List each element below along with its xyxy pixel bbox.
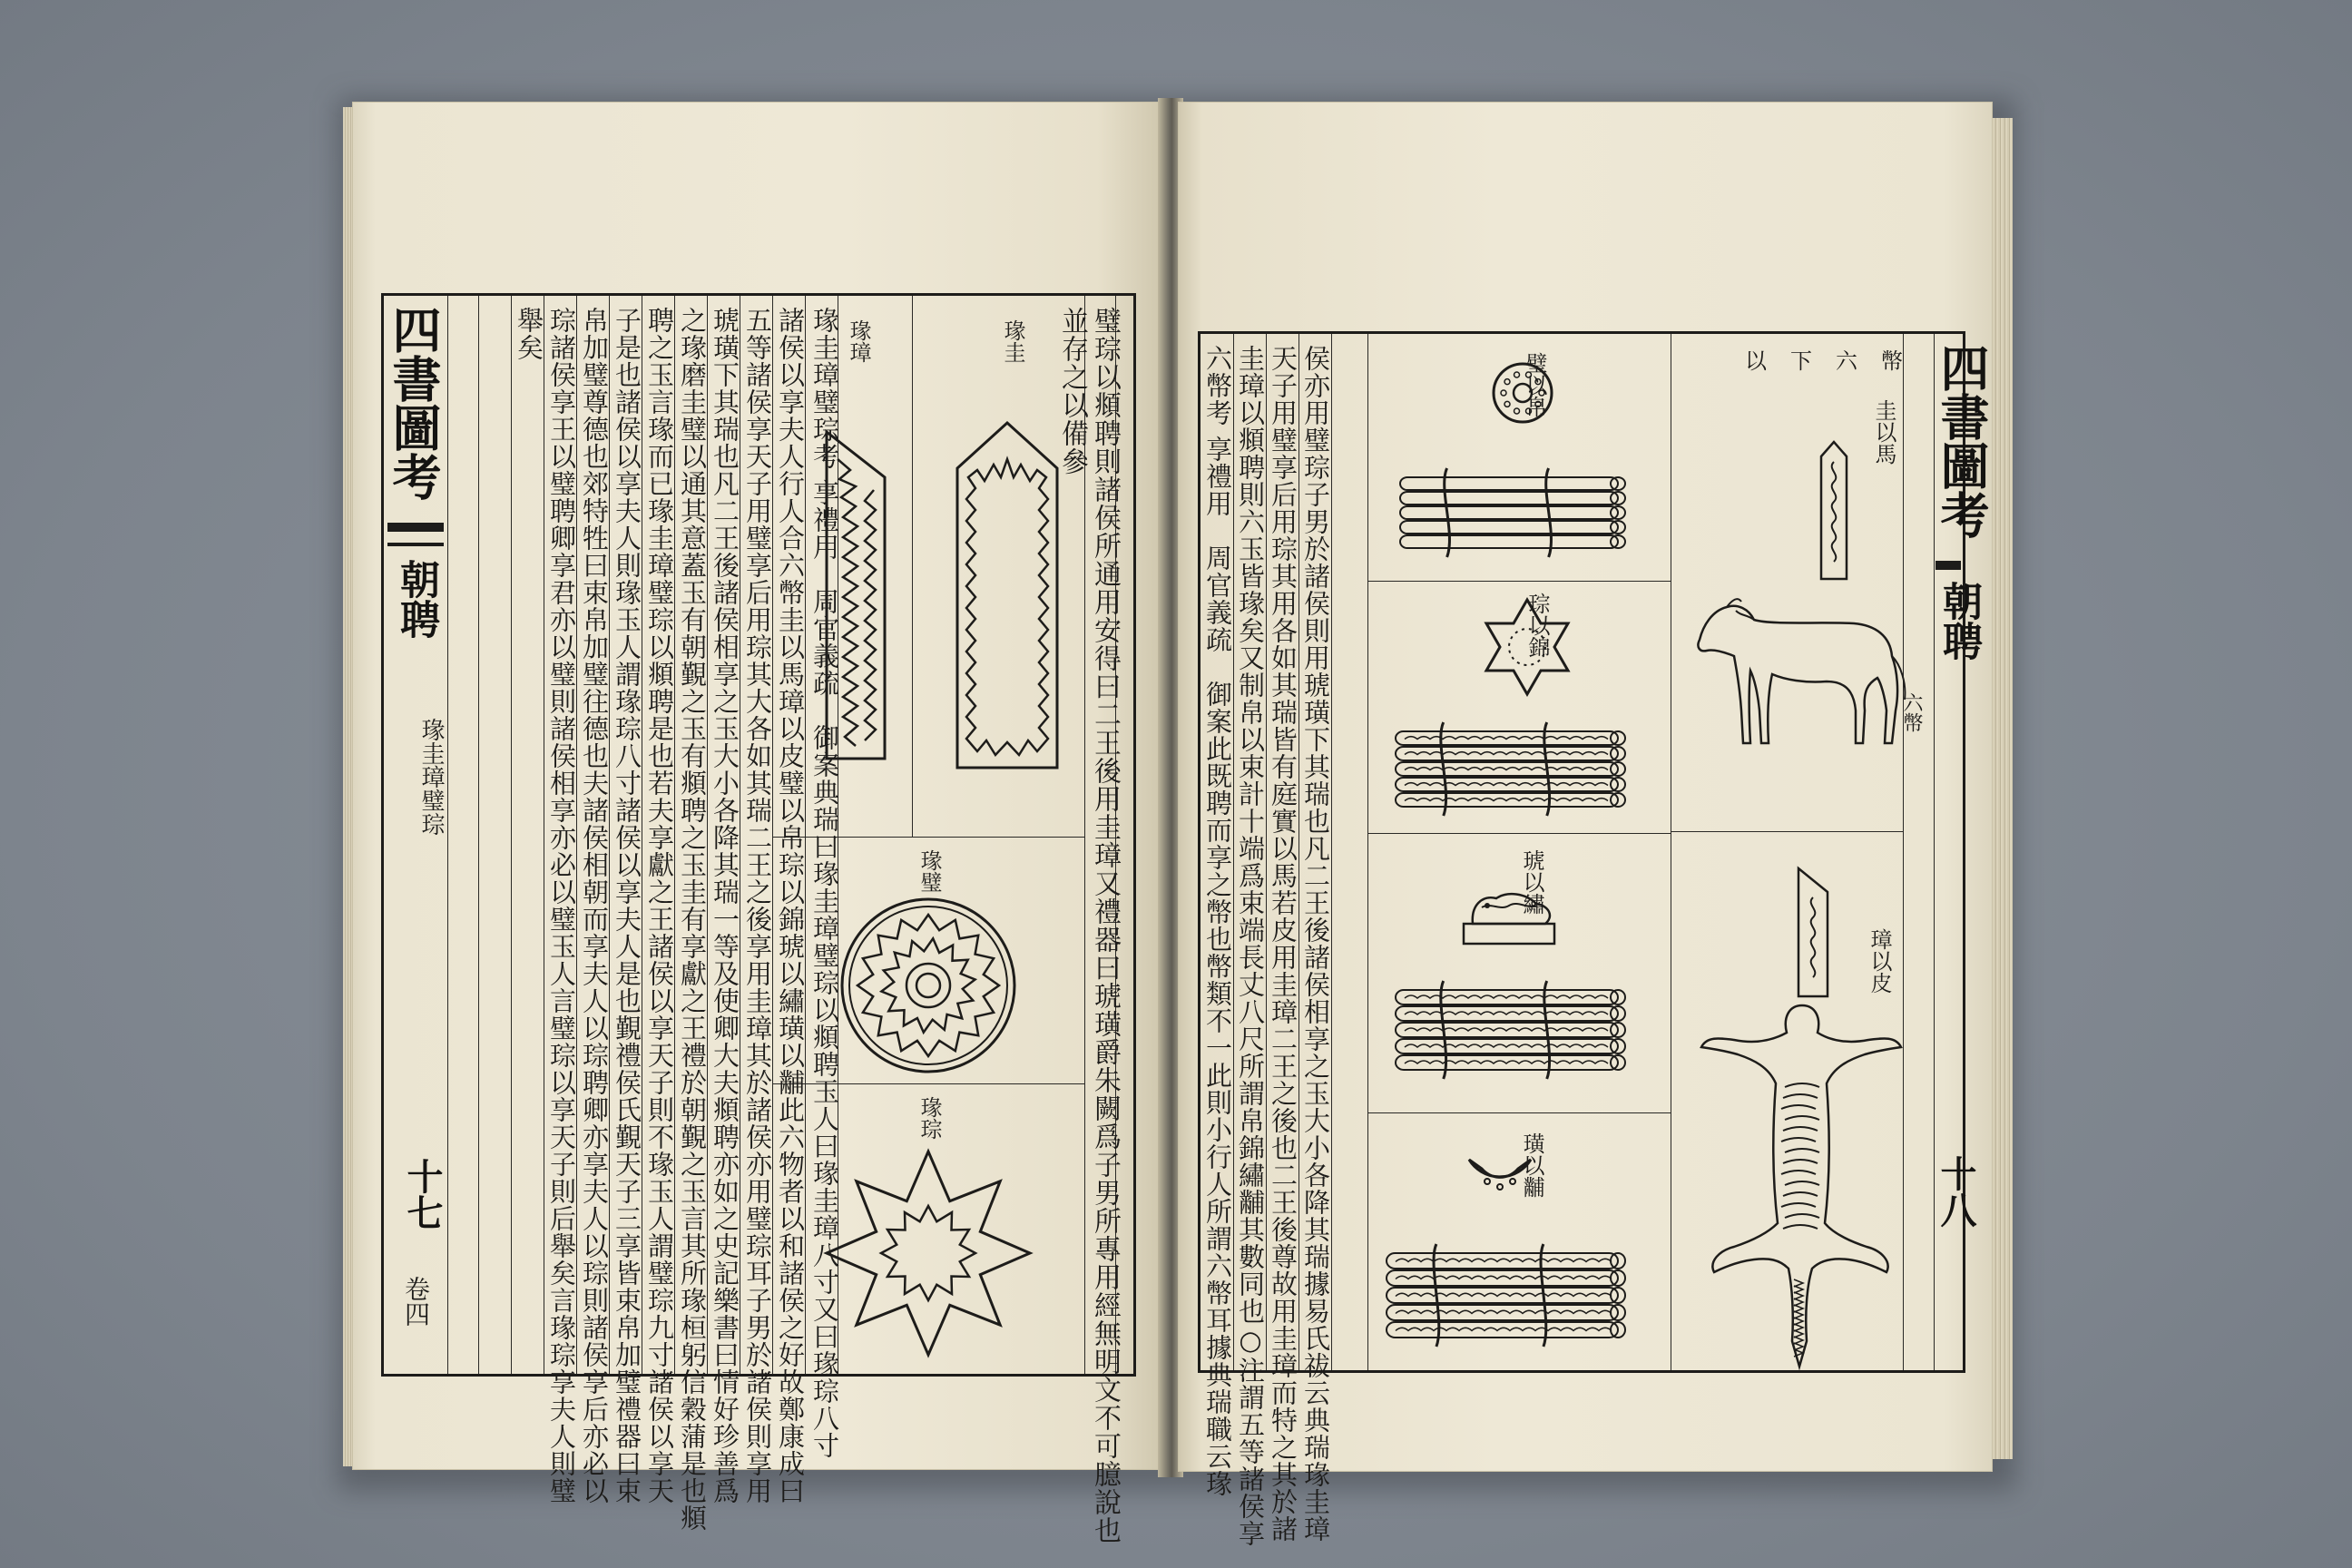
bi-dot [1504,401,1510,407]
text-column-3: 瑑圭璋璧琮考 享禮用 周官義疏 御案典瑞曰瑑圭璋璧琮以頫聘玉人曰瑑圭璋八寸又曰瑑琮八寸 [809,307,840,1460]
bi-dot [1539,390,1544,396]
margin-fishtail-line [387,543,444,546]
bundle-pattern [1396,1293,1612,1296]
horse-figure [1690,583,1908,747]
bundle-pattern [1405,1061,1608,1063]
margin-chapter: 朝聘 [393,559,439,639]
label-hu-xiu: 琥以繡 [1519,849,1544,915]
tiger-stripe [1783,1160,1818,1163]
text-column-tail: 舉矣 [514,307,544,361]
text-column-11: 琮諸侯享王以璧聘卿享君亦以璧則諸侯相享亦必以璧玉人言璧琮以享天子則后舉矣言瑑琮享夫人則璧 [546,307,577,1504]
bundle-roll [1400,492,1618,505]
text-column-10: 帛加璧尊德也郊特牲曰束帛加璧往德也夫諸侯相朝而享夫人以琮聘卿亦享夫人以琮則諸侯享后亦必以 [579,307,610,1504]
silk-bundle-bo [1391,461,1645,561]
bundle-pattern [1396,1259,1612,1261]
text-column-1: 璧琮以頫聘則諸侯所通用安得曰二王後用圭璋又禮器曰琥璜爵朱闕爲子男所專用經無明文不可臆說也 [1089,307,1121,1544]
bundle-tie [1445,468,1450,557]
zhang-tablet-figure [1795,865,1831,1001]
bundle-pattern [1405,1012,1608,1014]
bi-dot [1525,372,1531,377]
bi-dot [1514,408,1520,414]
bundle-pattern [1396,1328,1612,1330]
right-page-frame [1198,331,1991,1547]
embroidery-bundle-xiu [1387,974,1645,1083]
label-bi-bo: 璧以帛 [1522,352,1547,417]
label-gui-ma: 圭以馬 [1871,399,1896,465]
tiger-stripe [1783,1094,1818,1098]
bundle-pattern [1405,1044,1608,1047]
label-zhuan-bi: 瑑璧 [916,849,942,893]
zhuan-gui-figure [948,414,1066,777]
bundle-pattern [1405,737,1608,740]
tiger-stripe [1783,1192,1818,1196]
margin-title: 四書圖考 [385,305,443,501]
label-zhuan-cong: 瑑琮 [916,1096,942,1140]
right-text-column-1: 六幣考 享禮用 周官義疏 御案此既聘而享之幣也幣類不一此則小行人所謂六幣耳據典瑞職云瑑 [1202,345,1233,1498]
margin-subject: 瑑圭璋璧琮 [417,718,445,836]
tiger-stripe [1785,1149,1819,1152]
tiger-stripe [1785,1083,1819,1087]
bundle-pattern [1405,1028,1608,1031]
label-six-gifts-margin: 六幣 [1900,692,1923,732]
right-text-column-3: 天子用璧享后用琮其用各如其瑞皆有庭實以馬若皮用圭璋二王之後也二王後尊故用圭璋而特之其於諸 [1268,345,1298,1543]
huang-arc-figure [1464,1151,1536,1214]
label-huang-fu: 璜以黼 [1519,1132,1544,1198]
bi-dot [1514,372,1520,377]
tiger-stripe [1781,1203,1816,1207]
tiger-stripe [1783,1127,1818,1131]
tiger-pelt-figure [1698,996,1906,1368]
zhuan-cong-figure [819,1149,1037,1357]
bundle-roll [1400,535,1618,548]
fu-bundle [1377,1237,1645,1350]
label-zhuan-zhang: 瑑璋 [846,319,871,363]
text-column-4: 諸侯以享夫人行人合六幣圭以馬璋以皮璧以帛琮以錦琥以繡璜以黼此六物者以和諸侯之好故鄭康成曰 [775,307,806,1504]
bundle-roll [1400,477,1618,490]
bi-dot [1535,401,1541,407]
header-six-gifts: 以下六幣 [1745,348,1926,374]
zhuan-zhang-figure [819,423,892,768]
right-folio-number: 十八 [1935,1155,1977,1228]
tiger-stripe [1781,1105,1816,1109]
bundle-pattern [1405,752,1608,755]
tiger-stripe [1781,1171,1816,1174]
folio-number: 十七 [401,1158,444,1230]
bundle-tie [1546,468,1552,557]
brocade-bundle-jin [1387,715,1645,819]
left-page-frame [381,293,1136,1544]
volume-number: 卷四 [401,1276,431,1327]
bundle-pattern [1405,799,1608,801]
text-column-9: 子是也諸侯以享夫人則瑑玉人謂瑑琮八寸諸侯以享夫人是也覲禮侯氏覲天子三享皆束帛加璧禮器曰束 [612,307,642,1504]
gui-tablet-figure [1818,438,1850,583]
text-column-2: 並存之以備參 [1056,307,1088,475]
label-cong-jin: 琮以錦 [1524,593,1550,658]
bundle-pattern [1396,1310,1612,1313]
bi-dot [1504,379,1510,385]
tiger-stripe [1781,1138,1816,1142]
margin-fishtail [387,523,444,532]
bundle-pattern [1405,783,1608,786]
zhuan-bi-figure [838,895,1019,1076]
label-zhuan-gui: 瑑圭 [1000,319,1025,363]
cong-star-figure [1477,597,1577,697]
tiger-stripe [1785,1214,1819,1218]
text-column-7: 之瑑磨圭璧以通其意蓋玉有朝覲之玉有頫聘之玉圭有享獻之王禮於朝覲之玉言其所瑑桓躬信穀蒲是也頫 [677,307,708,1532]
tiger-stripe [1785,1116,1819,1120]
tiger-stripe [1785,1181,1819,1185]
right-text-column-4: 侯亦用璧琮子男於諸侯則用琥璜下其瑞也凡二王後諸侯相享之玉大小各降其瑞據易氏祓云典瑞瑑圭璋 [1300,345,1331,1543]
text-column-6: 琥璜下其瑞也凡二王後諸侯相享之玉大小各降其瑞一等及使卿大夫頫聘亦如之史記樂書曰情好珍善爲 [710,307,740,1504]
bi-dot [1535,379,1541,385]
right-margin-fishtail [1936,561,1961,570]
right-margin-chapter: 朝聘 [1936,581,1982,661]
bi-disc-figure [1491,361,1554,425]
bundle-pattern [1396,1276,1612,1279]
hu-tiger-figure [1455,878,1563,951]
bi-dot [1525,408,1531,414]
bundle-pattern [1405,995,1608,998]
right-text-column-2: 圭璋以頫聘則六玉皆瑑矣又制帛以束計十端爲束端長丈八尺所謂帛錦繡黼其數同也○注謂五等諸侯享 [1235,345,1266,1547]
text-column-8: 聘之玉言瑑而已瑑圭璋璧琮以頫聘是也若夫享獻之王諸侯以享天子則不瑑玉人謂璧琮九寸諸侯以享天 [644,307,675,1504]
right-margin-title: 四書圖考 [1933,343,1991,539]
bundle-pattern [1405,768,1608,770]
bi-dot [1501,390,1506,396]
bundle-roll [1400,506,1618,519]
label-zhang-pi: 璋以皮 [1867,928,1892,994]
tiger-stripe [1783,1225,1818,1229]
text-column-5: 五等諸侯享天子用璧享后用琮其大各如其瑞二王之後享用圭璋其於諸侯亦用璧琮耳子男於諸侯則享用 [742,307,773,1504]
bundle-roll [1400,521,1618,534]
